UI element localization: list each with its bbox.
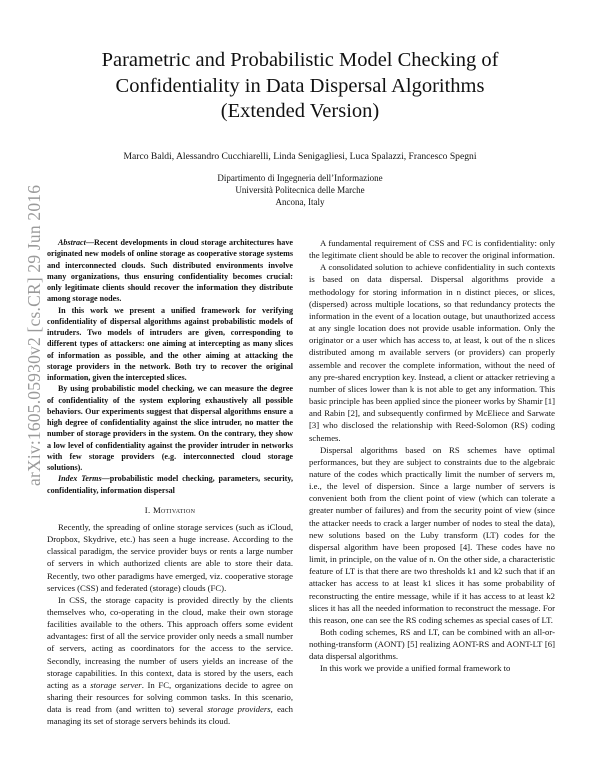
title-line-1: Parametric and Probabilistic Model Checking of [101,49,499,71]
affiliation-city: Ancona, Italy [275,197,325,207]
right-column [309,237,555,675]
abstract-paragraph-2: In this work we present a unified framework for verifying confidentiality of dispersal algorithms against probabilistic models of intruders. Two models of intruders are given, corresponding to different types of attackers: one aiming at intercepting as many slices of information as possible, and the other aiming at attacking the storage providers in the network. Both try to recover the original information, given the intercepted slices. [47,305,293,382]
title-line-3: (Extended Version) [220,100,380,122]
index-terms: Index Terms—probabilistic model checking, parameters, security, confidentiality, information dispersal [47,474,294,495]
abstract-lead: Abstract [58,238,86,247]
index-terms-lead: Index Terms [58,474,102,484]
body-paragraph: A fundamental requirement of CSS and FC is confidentiality: only the legitimate client should be able to recover the original information. [309,238,555,261]
abstract-paragraph-1: Abstract—Recent developments in cloud storage architectures have originated new models of online storage as cooperative storage systems and interconnected clouds. Such distributed environments involve many organizations, thus ensuring confidentiality becomes crucial: only legitimate clients should recover the information they distribute among storage nodes. [47,238,293,304]
body-paragraph: In CSS, the storage capacity is provided directly by the clients themselves who, co-operating in the cloud, make their own storage facilities available to the others. This approach offers some evident advantages: first of all the service provider only needs a small number of servers, acting as coordinators for the access to the service. Secondly, increasing the number of users yields an increase of the storage capabilities. In this context, data is stored by the users, each acting as a storage server. In FC, organizations decide to agree on sharing their resources for solving common tasks. In this scenario, data is read from (and written to) several storage providers, each managing its set of storage servers behinds its cloud. [47,594,293,727]
body-paragraph: A consolidated solution to achieve confidentiality in such contexts is based on data dispersal. Dispersal algorithms provide a methodology for storing information in n distinct pieces, or slices, (dispersed) across multiple locations, so that redundancy protects the information in the event of a location outage, but unauthorized access at any single location does not provide usable information. Only the originator or a user which has access to, at least, k out of the n slices distributed among m available servers (or providers) can properly assemble and recover the complete information, without the need of any pre-shared encryption key. Instead, a client or attacker retrieving a number of slices lower than k is not able to get any information. This basic principle has been applied since the pioneer works by Shamir [1] and Rabin [2], and subsequently confirmed by McEliece and Sarwate [3] who disclosed the relationship with Reed-Solomon (RS) coding schemes. [309,262,555,443]
abstract-paragraph-3: By using probabilistic model checking, we can measure the degree of confidentiality of the system exploring exhaustively all possible behaviors. Our experiments suggest that dispersal algorithms ensure a high degree of confidentiality against the slice intruder, no matter the number of storage providers in the system. On the contrary, they show a low level of confidentiality against the provider intruder in networks with few storage providers (e.g. interconnected cloud storage solutions). [47,384,293,472]
arxiv-stamp: arXiv:1605.05930v2 [cs.CR] 29 Jun 2016 [24,184,44,486]
body-paragraph: In this work we provide a unified formal framework to [320,663,511,674]
author-list: Marco Baldi, Alessandro Cucchiarelli, Linda Senigagliesi, Luca Spalazzi, Francesco Spegni [123,151,477,162]
affiliation [40,172,560,208]
paper-title [40,48,560,125]
affiliation-department: Dipartimento di Ingegneria dell’Informazione [217,173,383,183]
title-line-2: Confidentiality in Data Dispersal Algorithms [115,74,485,97]
section-heading-motivation: I. Motivation [144,504,196,515]
body-paragraph: Dispersal algorithms based on RS schemes have optimal performances, but they are subject to constraints due to the algebraic nature of the codes which practically limit the number of servers m, i.e., the level of dispersion. Since a large number of servers is convenient both from the client point of view (which can tolerate a greater number of failures) and from the security point of view (since the attacker needs to crack a larger number of nodes to steal the data), new solutions based on the Luby transform (LT) codes for the dispersal algorithm have been proposed [4]. These codes have no limit, in principle, on the value of n. On the other side, a characteristic feature of LT is that there are two thresholds k1 and k2 such that if an attacker has access to at least k1 slices it has some probability of reconstructing the entire message, while if it has access to at least k2 slices it has all the needed information to reconstruct the message. For this reason, one can see the RS coding schemes as special cases of LT. [309,444,555,625]
body-paragraph: Recently, the spreading of online storage services (such as iCloud, Dropbox, Skydrive, etc.) has seen a huge increase. According to the classical paradigm, the service provider buys or rents a large number of servers in which authorized clients are able to store their data. Recently, two other paradigms have emerged, viz. cooperative storage services (CSS) and federated (storage) clouds (FC). [47,521,293,593]
abstract [47,237,293,496]
body-paragraph: Both coding schemes, RS and LT, can be combined with an all-or-nothing-transform (AONT) [5] realizing AONT-RS and AONT-LT [6] data dispersal algorithms. [309,627,555,662]
affiliation-university: Università Politecnica delle Marche [235,185,365,195]
left-column [47,237,293,728]
